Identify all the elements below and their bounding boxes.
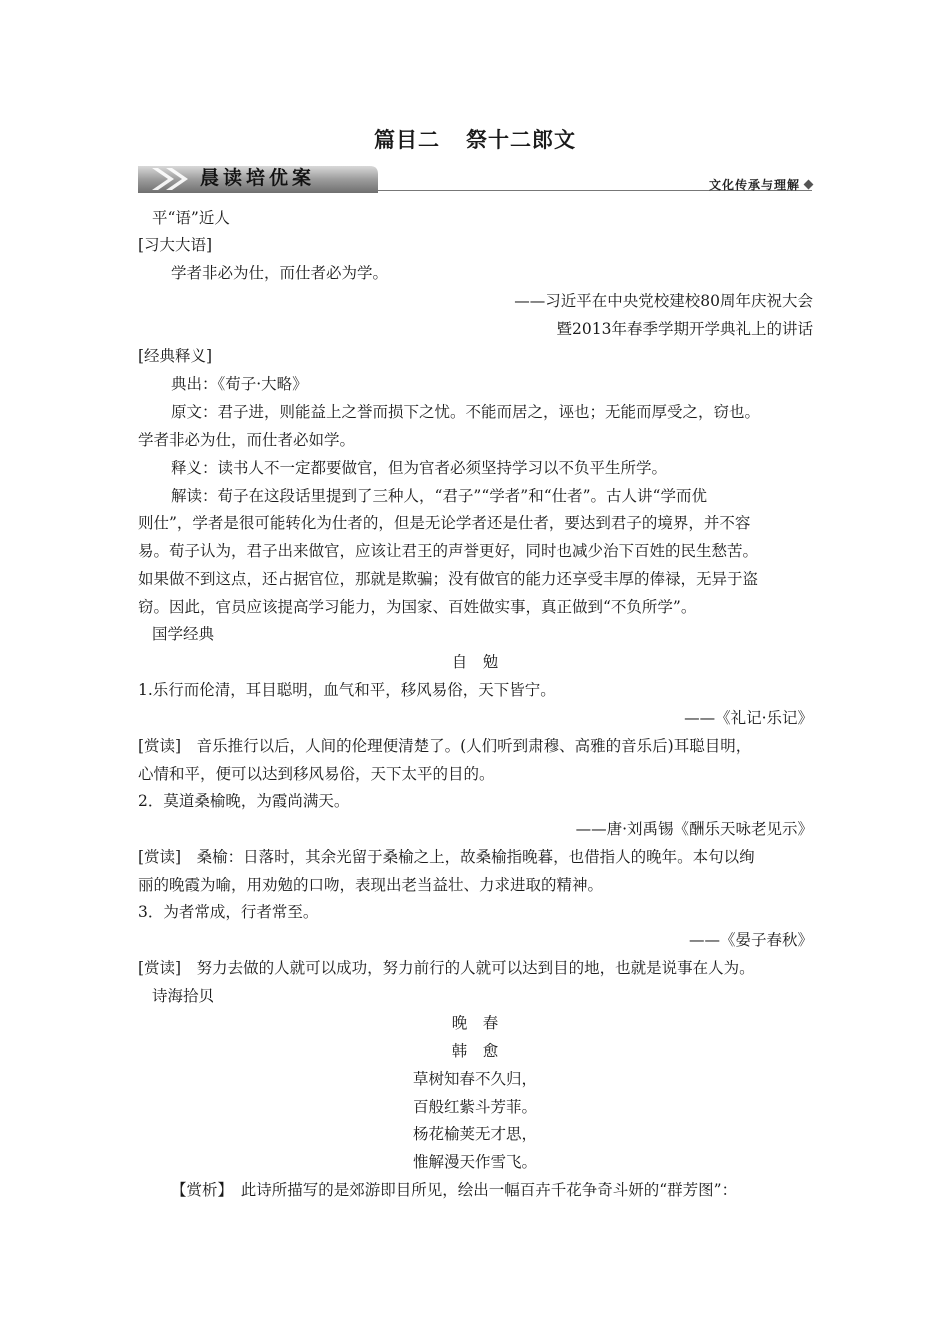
list-item: 3．为者常成，行者常至。 xyxy=(138,903,319,921)
paragraph-line: 学者非必为仕，而仕者必如学。 xyxy=(138,431,356,449)
quote-line: 学者非必为仕，而仕者必为学。 xyxy=(171,264,389,282)
paragraph-line: 解读：荀子在这段话里提到了三种人，“君子”“学者”和“仕者”。古人讲“学而优 xyxy=(171,487,707,505)
section-tag-label: 文化传承与理解 xyxy=(708,178,800,192)
paragraph-line: 窃。因此，官员应该提高学习能力，为国家、百姓做实事，真正做到“不负所学”。 xyxy=(138,598,697,616)
analysis-line: 【赏析】 此诗所描写的是郊游即目所见，绘出一幅百卉千花争奇斗妍的“群芳图”： xyxy=(171,1181,738,1199)
paragraph-line: 释义：读书人不一定都要做官，但为官者必须坚持学习以不负平生所学。 xyxy=(171,459,668,477)
poem-line: 惟解漫天作雪飞。 xyxy=(412,1153,537,1171)
poem-title: 晚 春 xyxy=(451,1014,499,1032)
commentary-line: [赏读] 桑榆：日落时，其余光留于桑榆之上，故桑榆指晚暮，也借指人的晚年。本句以绚 xyxy=(138,848,755,866)
commentary-line: 丽的晚霞为喻，用劝勉的口吻，表现出老当益壮、力求进取的精神。 xyxy=(138,876,604,894)
page-title xyxy=(0,124,950,154)
item-source: ——《晏子春秋》 xyxy=(688,931,813,949)
commentary-line: [赏读] 努力去做的人就可以成功，努力前行的人就可以达到目的地，也就是说事在人为。 xyxy=(138,959,755,977)
paragraph-line: 原文：君子进，则能益上之誉而损下之忧。不能而居之，诬也；无能而厚受之，窃也。 xyxy=(171,403,761,421)
poem-line: 百般红紫斗芳菲。 xyxy=(412,1098,537,1116)
quote-source: ——习近平在中央党校建校80周年庆祝大会 xyxy=(514,292,813,310)
poem-line: 杨花榆荚无才思， xyxy=(412,1125,537,1143)
subheading: [经典释义] xyxy=(138,347,213,365)
commentary-line: [赏读] 音乐推行以后，人间的伦理便清楚了。(人们听到肃穆、高雅的音乐后)耳聪目明， xyxy=(138,737,752,755)
list-item: 2．莫道桑榆晚，为霞尚满天。 xyxy=(138,792,350,810)
section-heading: 平“语”近人 xyxy=(152,209,230,227)
commentary-line: 心情和平，便可以达到移风易俗，天下太平的目的。 xyxy=(138,765,495,783)
centered-title: 自 勉 xyxy=(451,653,499,671)
title-part: 篇目二 xyxy=(374,128,440,152)
title-name: 祭十二郎文 xyxy=(466,128,576,152)
poem-line: 草树知春不久归， xyxy=(412,1070,537,1088)
item-source: ——唐·刘禹锡《酬乐天咏老见示》 xyxy=(575,820,813,838)
diamond-icon xyxy=(804,180,814,190)
quote-source-cont: 暨2013年春季学期开学典礼上的讲话 xyxy=(556,320,813,338)
paragraph-line: 如果做不到这点，还占据官位，那就是欺骗；没有做官的能力还享受丰厚的俸禄，无异于盗 xyxy=(138,570,759,588)
paragraph-line: 易。荀子认为，君子出来做官，应该让君王的声誉更好，同时也减少治下百姓的民生愁苦。 xyxy=(138,542,759,560)
list-item: 1.乐行而伦清，耳目聪明，血气和平，移风易俗，天下皆宁。 xyxy=(138,681,556,699)
section-tag xyxy=(709,176,812,193)
section-heading: 诗海拾贝 xyxy=(152,987,215,1005)
banner-label: 晨读培优案 xyxy=(200,167,316,189)
paragraph-line: 典出：《荀子·大略》 xyxy=(171,375,308,393)
paragraph-line: 则仕”，学者是很可能转化为仕者的，但是无论学者还是仕者，要达到君子的境界，并不容 xyxy=(138,514,751,532)
subheading: [习大大语] xyxy=(138,236,213,254)
item-source: ——《礼记·乐记》 xyxy=(684,709,813,727)
poem-author: 韩 愈 xyxy=(451,1042,499,1060)
section-heading: 国学经典 xyxy=(152,625,215,643)
